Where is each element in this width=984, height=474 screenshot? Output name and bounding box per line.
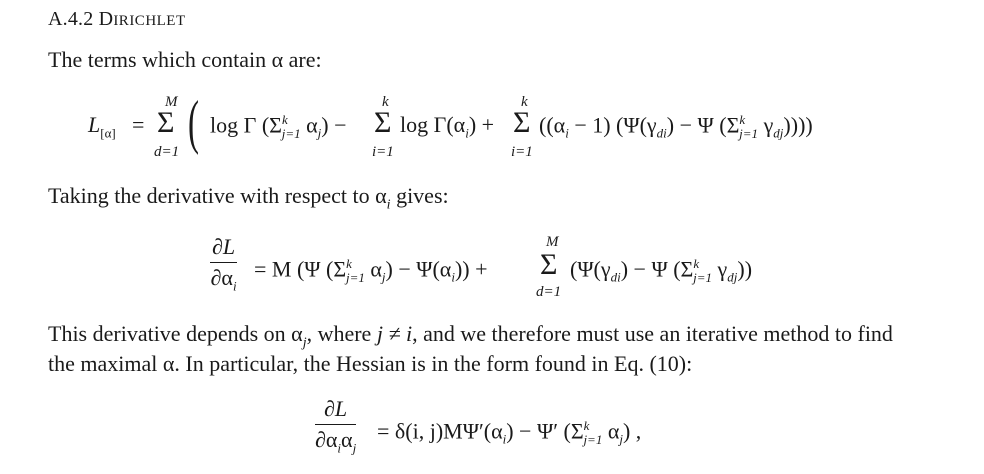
equation-gradient (210, 234, 850, 304)
eq1-term2: $\log \Gamma(\alpha_i)$ + (400, 112, 495, 141)
section-title-initial: D (98, 8, 114, 30)
equation-likelihood (88, 89, 888, 166)
eq1-open-paren: ( (188, 89, 199, 155)
eq1-sum3-upper: k (521, 94, 528, 110)
eq1-term1: log Γ ($\Sigma^k_{j=1}$ $\alpha_j$) − (210, 112, 347, 141)
section-number: A.4.2 (48, 8, 94, 30)
section-heading (48, 8, 186, 31)
eq1-sum2-symbol: Σ (374, 106, 392, 139)
eq1-sum1-lower: d=1 (154, 144, 180, 160)
eq3-rhs: = δ(i, $j)M\Psi'(\alpha_i) - \Psi'$ ($\Sigma^k_{j=1}$ $\alpha_j$) , (377, 418, 642, 447)
eq1-equals: = (132, 112, 145, 137)
eq2-rhs-part1: = M (Ψ ($\Sigma^k_{j=1}$ $\alpha_j) - \Psi(\alpha_i)$) + (254, 256, 488, 285)
eq2-sum-symbol: Σ (540, 248, 558, 281)
eq2-sum-upper: M (546, 234, 559, 250)
paragraph-intro: The terms which contain α are: (48, 47, 322, 72)
eq1-sum3-lower: i=1 (511, 144, 533, 160)
eq3-fraction: ∂L $\partial\alpha_i\alpha_j$ (315, 396, 357, 456)
eq1-sum1-symbol: Σ (157, 106, 175, 139)
eq1-lhs: $L_{[\alpha]}$ (88, 112, 116, 141)
eq1-sum2-upper: k (382, 94, 389, 110)
eq1-sum1-upper: M (165, 94, 178, 110)
eq2-sum-lower: d=1 (536, 284, 562, 300)
section-title-rest: IRICHLET (113, 13, 186, 29)
eq2-fraction: $\frac{\partial L}{\partial\alpha_i}$ (210, 234, 237, 294)
paragraph-hessian: the maximal α. In particular, the Hessian is in the form found in Eq. (10): (48, 351, 693, 376)
paragraph-iterative: This derivative depends on $\alpha_j$, where j ≠ i, and we therefore must use an iterative method to find (48, 321, 893, 351)
eq1-sum2-lower: i=1 (372, 144, 394, 160)
paragraph-derivative: Taking the derivative with respect to $\alpha_i$ gives: (48, 183, 449, 213)
eq2-rhs-part2: ($\Psi(\gamma_{di}) - \Psi$ ($\Sigma^k_{j=1}$ $\gamma_{dj}$)) (570, 256, 753, 285)
eq1-term3: ($(\alpha_i - 1) (\Psi(\gamma_{di}) - \Psi$ ($\Sigma^k_{j=1}$ $\gamma_{dj}$)))) (539, 112, 813, 141)
equation-hessian (315, 396, 735, 466)
eq1-sum3-symbol: Σ (513, 106, 531, 139)
